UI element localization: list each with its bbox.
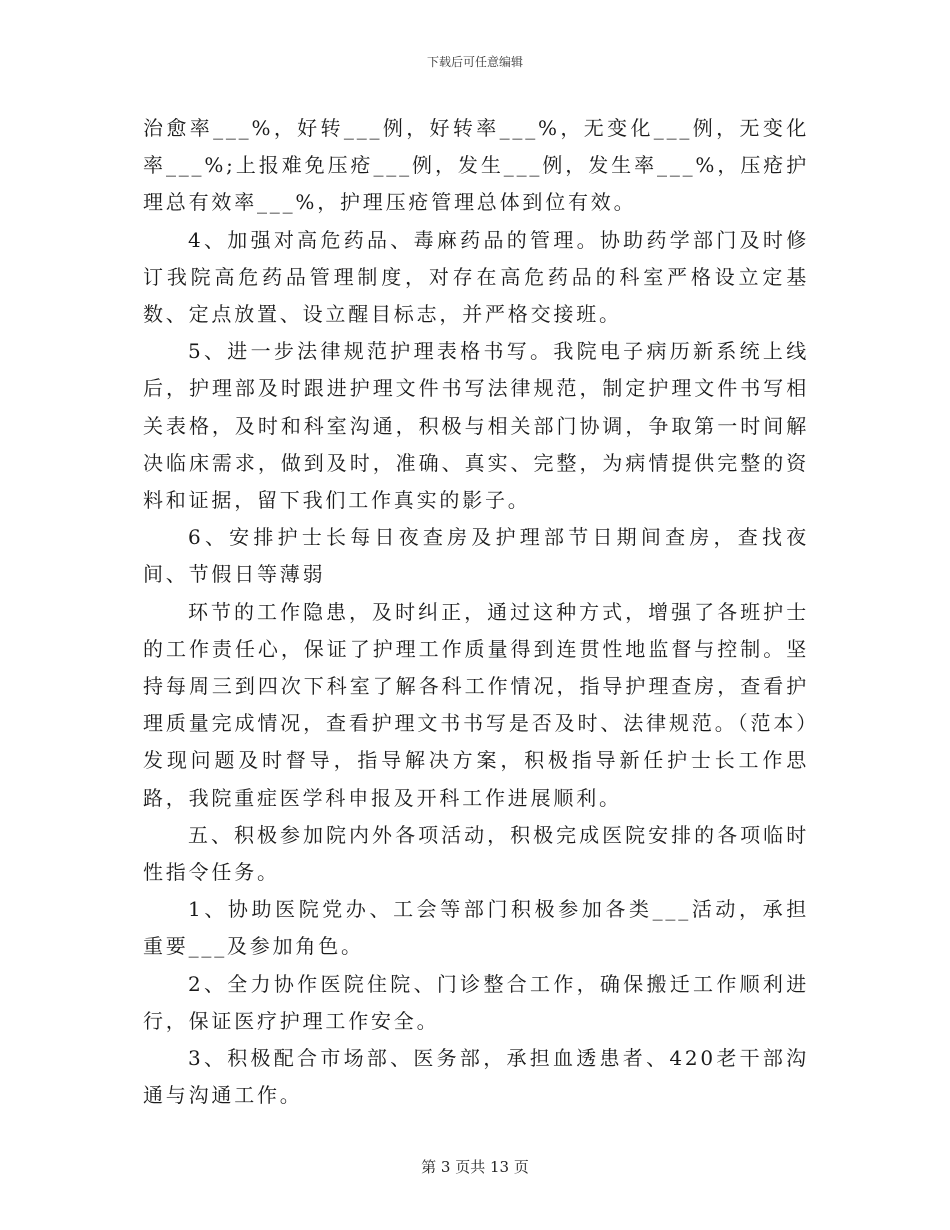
paragraph-sub-item-2: 2、全力协作医院住院、门诊整合工作，确保搬迁工作顺利进行，保证医疗护理工作安全。 — [143, 971, 809, 1033]
page-number-footer: 第 3 页共 13 页 — [421, 1158, 529, 1176]
paragraph-item-4: 4、加强对高危药品、毒麻药品的管理。协助药学部门及时修订我院高危药品管理制度，对存在高危药品的科室严格设立定基数、定点放置、设立醒目标志，并严格交接班。 — [143, 227, 809, 327]
paragraph-sub-item-3: 3、积极配合市场部、医务部，承担血透患者、420老干部沟通与沟通工作。 — [143, 1046, 809, 1108]
page-header: 下载后可任意编辑 — [426, 55, 523, 69]
paragraph-item-6-continued: 环节的工作隐患，及时纠正，通过这种方式，增强了各班护士的工作责任心，保证了护理工作质量得到连贯性地监督与控制。坚持每周三到四次下科室了解各科工作情况，指导护理查房，查看护理质量完成情况，查看护理文书书写是否及时、法律规范。（范本）发现问题及时督导，指导解决方案，积极指导新任护士长工作思路，我院重症医学科申报及开科工作进展顺利。 — [143, 599, 809, 810]
paragraph-item-5: 5、进一步法律规范护理表格书写。我院电子病历新系统上线后，护理部及时跟进护理文件书写法律规范，制定护理文件书写相关表格，及时和科室沟通，积极与相关部门协调，争取第一时间解决临床需求，做到及时，准确、真实、完整，为病情提供完整的资料和证据，留下我们工作真实的影子。 — [143, 339, 809, 513]
paragraph-rates: 治愈率___%，好转___例，好转率___%，无变化___例，无变化率___%;上报难免压疮___例，发生___例，发生率___%，压疮护理总有效率___%，护理压疮管理总体到位有效。 — [143, 116, 809, 215]
paragraph-item-6: 6、安排护士长每日夜查房及护理部节日期间查房，查找夜间、节假日等薄弱 — [143, 525, 809, 587]
paragraph-sub-item-1: 1、协助医院党办、工会等部门积极参加各类___活动，承担重要___及参加角色。 — [143, 897, 809, 959]
document-body — [143, 110, 809, 1114]
section-heading-5: 五、积极参加院内外各项活动，积极完成医院安排的各项临时性指令任务。 — [143, 822, 809, 885]
